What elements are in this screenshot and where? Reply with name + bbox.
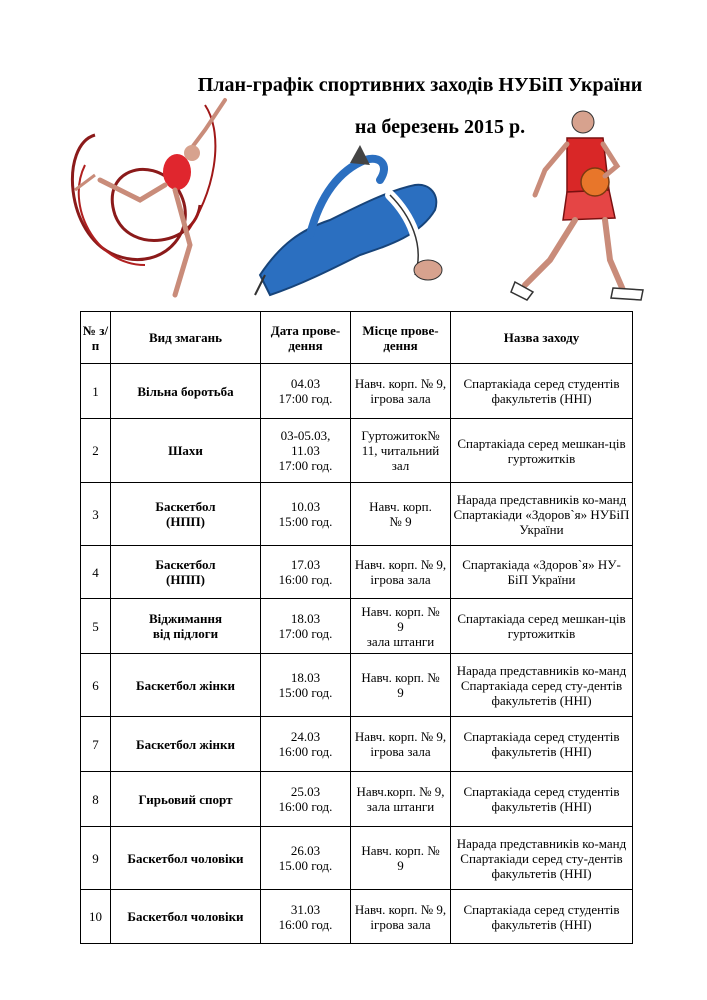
table-row bbox=[81, 717, 633, 772]
row-sport: Шахи bbox=[111, 419, 261, 483]
row-date: 26.03 15.00 год. bbox=[261, 827, 351, 890]
gymnast-illustration bbox=[55, 75, 265, 310]
row-num: 9 bbox=[81, 827, 111, 890]
row-event: Спартакіада серед студентів факультетів (ННІ) bbox=[451, 890, 633, 944]
row-sport: Гирьовий спорт bbox=[111, 772, 261, 827]
row-num: 5 bbox=[81, 599, 111, 654]
row-sport: Вільна боротьба bbox=[111, 364, 261, 419]
row-place: Навч. корп. № 9, ігрова зала bbox=[351, 890, 451, 944]
table-row bbox=[81, 827, 633, 890]
row-sport: Баскетбол чоловіки bbox=[111, 827, 261, 890]
row-place: Гуртожиток№ 11, читальний зал bbox=[351, 419, 451, 483]
row-event: Спартакіада серед студентів факультетів (ННІ) bbox=[451, 364, 633, 419]
row-place: Навч. корп. № 9 bbox=[351, 827, 451, 890]
table-row bbox=[81, 890, 633, 944]
row-num: 6 bbox=[81, 654, 111, 717]
header-num: № з/п bbox=[81, 312, 111, 364]
table-row bbox=[81, 654, 633, 717]
header-place: Місце прове-дення bbox=[351, 312, 451, 364]
basketball-player-illustration bbox=[505, 100, 665, 305]
row-date: 25.03 16:00 год. bbox=[261, 772, 351, 827]
row-place: Навч. корп. № 9, ігрова зала bbox=[351, 546, 451, 599]
row-place: Навч. корп. № 9 bbox=[351, 654, 451, 717]
table-row bbox=[81, 364, 633, 419]
row-date: 03-05.03, 11.03 17:00 год. bbox=[261, 419, 351, 483]
row-sport: Баскетбол чоловіки bbox=[111, 890, 261, 944]
wrestlers-illustration bbox=[250, 135, 470, 305]
row-date: 18.03 17:00 год. bbox=[261, 599, 351, 654]
row-place: Навч. корп. № 9 зала штанги bbox=[351, 599, 451, 654]
table-row bbox=[81, 599, 633, 654]
table-row bbox=[81, 772, 633, 827]
row-sport: Баскетбол жінки bbox=[111, 717, 261, 772]
row-date: 17.03 16:00 год. bbox=[261, 546, 351, 599]
row-place: Навч. корп. № 9, ігрова зала bbox=[351, 717, 451, 772]
row-sport: Віджимання від підлоги bbox=[111, 599, 261, 654]
row-event: Спартакіада «Здоров`я» НУ-БіП України bbox=[451, 546, 633, 599]
header-event: Назва заходу bbox=[451, 312, 633, 364]
row-num: 7 bbox=[81, 717, 111, 772]
header-date: Дата прове-дення bbox=[261, 312, 351, 364]
table-header-row bbox=[81, 312, 633, 364]
schedule-table bbox=[80, 311, 633, 944]
row-place: Навч. корп. № 9 bbox=[351, 483, 451, 546]
row-date: 31.03 16:00 год. bbox=[261, 890, 351, 944]
row-event: Спартакіада серед мешкан-ців гуртожитків bbox=[451, 599, 633, 654]
row-event: Спартакіада серед студентів факультетів (ННІ) bbox=[451, 772, 633, 827]
row-event: Нарада представників ко-манд Спартакіада серед сту-дентів факультетів (ННІ) bbox=[451, 654, 633, 717]
row-place: Навч.корп. № 9, зала штанги bbox=[351, 772, 451, 827]
row-num: 4 bbox=[81, 546, 111, 599]
table-body bbox=[81, 364, 633, 944]
row-sport: Баскетбол жінки bbox=[111, 654, 261, 717]
row-num: 10 bbox=[81, 890, 111, 944]
row-num: 2 bbox=[81, 419, 111, 483]
row-date: 18.03 15:00 год. bbox=[261, 654, 351, 717]
row-sport: Баскетбол (НПП) bbox=[111, 483, 261, 546]
row-date: 24.03 16:00 год. bbox=[261, 717, 351, 772]
page-title: План-графік спортивних заходів НУБіП України bbox=[197, 74, 643, 96]
row-date: 10.03 15:00 год. bbox=[261, 483, 351, 546]
row-event: Спартакіада серед студентів факультетів (ННІ) bbox=[451, 717, 633, 772]
table-row bbox=[81, 546, 633, 599]
row-num: 3 bbox=[81, 483, 111, 546]
row-place: Навч. корп. № 9, ігрова зала bbox=[351, 364, 451, 419]
row-event: Спартакіада серед мешкан-ців гуртожитків bbox=[451, 419, 633, 483]
page-subtitle: на березень 2015 р. bbox=[354, 116, 526, 138]
header-sport: Вид змагань bbox=[111, 312, 261, 364]
row-sport: Баскетбол (НПП) bbox=[111, 546, 261, 599]
row-date: 04.03 17:00 год. bbox=[261, 364, 351, 419]
table-row bbox=[81, 419, 633, 483]
row-event: Нарада представників ко-манд Спартакіади «Здоров`я» НУБіП України bbox=[451, 483, 633, 546]
row-event: Нарада представників ко-манд Спартакіади серед сту-дентів факультетів (ННІ) bbox=[451, 827, 633, 890]
row-num: 1 bbox=[81, 364, 111, 419]
row-num: 8 bbox=[81, 772, 111, 827]
table-row bbox=[81, 483, 633, 546]
